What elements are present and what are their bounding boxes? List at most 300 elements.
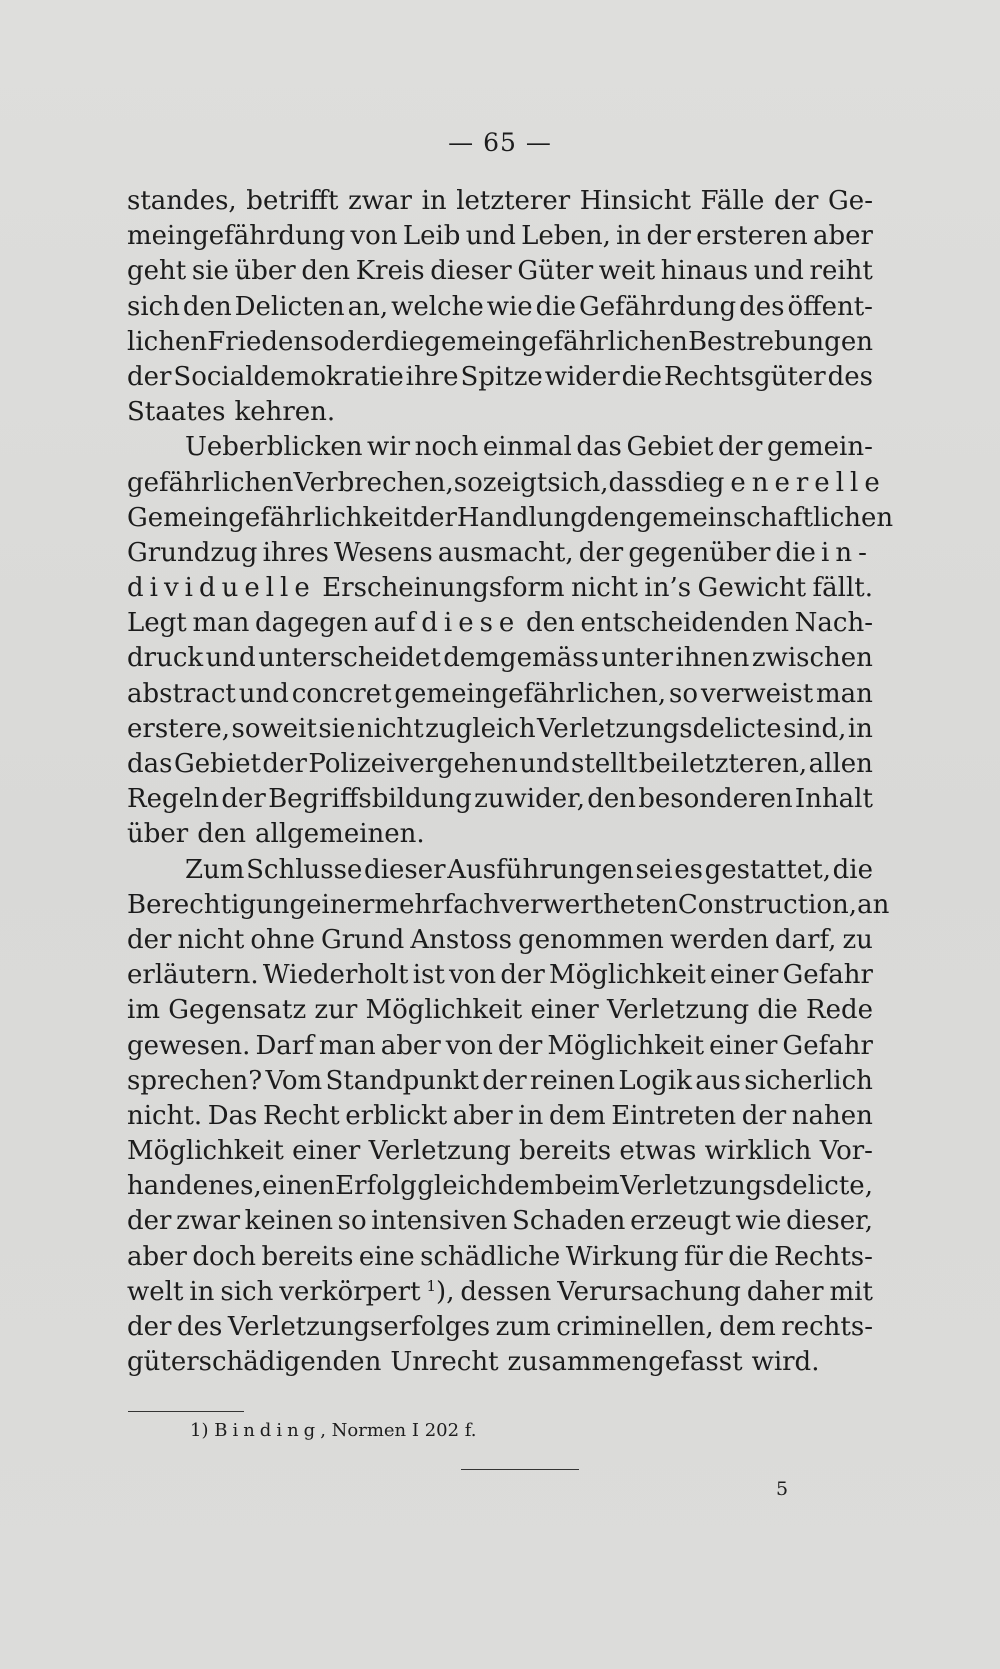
text-line [127, 1275, 873, 1310]
word: es [674, 854, 703, 885]
word: das [576, 432, 622, 463]
spaced-word: in- [821, 537, 873, 568]
word: dem [719, 1312, 776, 1342]
word: Gefahr [782, 1030, 873, 1061]
word: Verletzungsdelicte [537, 713, 782, 744]
word: dem [548, 1100, 606, 1131]
word: gemeingefährlichen, [394, 678, 667, 709]
footnote-reference: , Normen I 202 f. [320, 1420, 477, 1441]
word: sich [127, 291, 180, 322]
text-line [127, 712, 873, 747]
word: ohne [250, 924, 315, 955]
word: noch [414, 432, 479, 463]
word: über [234, 256, 296, 287]
text-line [127, 395, 873, 430]
word: beim [554, 1171, 620, 1202]
word: Wirkung [565, 1241, 679, 1272]
word: Ge- [828, 186, 873, 216]
word: des [739, 291, 785, 322]
text-line [127, 677, 873, 712]
word: oder [323, 326, 384, 357]
word: nicht [356, 713, 424, 744]
word: öffent- [787, 291, 873, 322]
word: man [318, 1030, 376, 1061]
word: aber [452, 1100, 513, 1131]
word: Ueberblicken [185, 432, 363, 463]
word: standes, [127, 186, 237, 216]
word: mehrfach [374, 889, 501, 920]
word: in [616, 221, 642, 252]
spaced-word: dividuelle [127, 573, 316, 604]
word: der [127, 1312, 172, 1342]
word: einen [262, 1171, 335, 1202]
page-number: — 65 — [448, 128, 552, 157]
word: der [773, 186, 819, 216]
word: einer [710, 960, 779, 991]
word: Ausführungen [447, 854, 634, 885]
word: genommen [518, 924, 664, 955]
word: gleich [417, 1171, 498, 1202]
word: so [669, 678, 699, 709]
word: nicht. [127, 1100, 203, 1131]
word: für [684, 1241, 723, 1272]
word: dem [497, 1171, 555, 1202]
word: reiht [809, 256, 873, 287]
word: gegenüber [628, 537, 771, 568]
word: wir [367, 432, 411, 463]
word: entscheidenden [580, 608, 789, 639]
text-line [127, 606, 873, 641]
word: den [182, 291, 232, 322]
word: Grundzug [127, 537, 258, 568]
word: bereits [519, 1136, 612, 1167]
body-text [127, 184, 894, 1380]
signature-rule [461, 1469, 579, 1470]
word: den [526, 608, 575, 639]
word: von [449, 960, 497, 991]
spaced-word: diese [421, 608, 521, 639]
word: Wesens [333, 537, 433, 568]
word: Friedens [207, 326, 324, 357]
word: man [816, 678, 873, 709]
word: auf [373, 608, 416, 639]
word: daher [746, 1276, 824, 1307]
word: Staates [127, 397, 226, 428]
text-line [127, 958, 873, 993]
text-line [127, 536, 873, 571]
footnote-separator [128, 1411, 244, 1412]
word: verwertheten [500, 889, 678, 920]
word: Darf [255, 1030, 314, 1061]
word: Möglichkeit [547, 1030, 705, 1061]
word: zwar [348, 186, 412, 216]
word: zwischen [751, 643, 873, 674]
word: Delicten [234, 291, 345, 322]
word: darf, [774, 924, 837, 955]
word: sprechen? [127, 1065, 263, 1096]
word: der [221, 784, 266, 815]
word: dessen [460, 1276, 552, 1307]
word: Fälle [700, 186, 765, 216]
word: ersteren [696, 221, 808, 252]
word: stellt [571, 749, 638, 779]
word: der [500, 960, 545, 991]
word: Spitze [460, 361, 543, 392]
word: gemein- [766, 432, 873, 463]
word: von [350, 221, 398, 252]
word: des [827, 361, 873, 392]
word: in’s [644, 573, 692, 604]
word: erblickt [345, 1100, 448, 1131]
word: zusammengefasst [507, 1347, 743, 1378]
footnote-author: Binding [214, 1420, 321, 1441]
word: bei [638, 749, 680, 779]
word: sich [220, 1276, 274, 1307]
word: Grund [320, 924, 405, 955]
word: letzterer [456, 186, 571, 216]
word: an, [347, 291, 389, 322]
word: einer [530, 995, 599, 1026]
word: welt [127, 1276, 184, 1307]
word: rechts- [781, 1312, 873, 1342]
word: intensiven [371, 1206, 508, 1237]
word: erstere, [127, 713, 231, 744]
text-line [127, 501, 894, 536]
word: Schaden [512, 1206, 626, 1237]
word: dass [608, 467, 668, 498]
word: abstract [127, 678, 236, 709]
word: ihre [405, 361, 459, 392]
text-line [127, 430, 873, 465]
signature-mark: 5 [776, 1478, 789, 1500]
word: Verbrechen, [293, 467, 454, 498]
word: wird. [751, 1347, 820, 1378]
text-line [127, 1345, 873, 1380]
word: Logik [618, 1065, 692, 1096]
text-line [127, 466, 886, 501]
word: zuwider, [474, 784, 585, 815]
word: hinaus [660, 256, 749, 287]
word: dieser, [786, 1206, 873, 1237]
word: criminellen, [556, 1312, 714, 1342]
word: von [445, 1030, 493, 1061]
word: Schlusse [246, 854, 363, 885]
text-line [127, 747, 873, 782]
word: druck [127, 643, 204, 674]
word: schädliche [420, 1241, 561, 1272]
text-line [127, 1310, 873, 1345]
word: einer [709, 1030, 778, 1061]
word: Construction, [677, 889, 858, 920]
word: doch [192, 1241, 257, 1272]
text-line [127, 290, 873, 325]
text-line [127, 888, 890, 923]
text-line [127, 923, 873, 958]
word: die [757, 995, 798, 1026]
word: dieser [430, 256, 512, 287]
spaced-word: generelle [707, 467, 886, 498]
word: eine [358, 1241, 415, 1272]
word: wie [486, 291, 533, 322]
word: über [127, 819, 189, 850]
word: sei [635, 854, 673, 885]
word: in [421, 186, 447, 216]
text-line [127, 325, 873, 360]
word: Möglichkeit [127, 1136, 284, 1167]
word: dieser [364, 854, 446, 885]
text-line [127, 360, 873, 395]
text-line [127, 1134, 873, 1169]
word: sich, [547, 467, 609, 498]
text-line [127, 782, 873, 817]
word: der [717, 432, 763, 463]
word: der [127, 1206, 172, 1237]
word: letzteren, [680, 749, 808, 779]
word: zum [495, 1312, 551, 1342]
word: die [728, 1241, 769, 1272]
word: gemeingefährlichen [424, 326, 688, 357]
word: Erfolg [335, 1171, 417, 1202]
word: so [453, 467, 483, 498]
word: handenes, [127, 1171, 262, 1202]
text-line [127, 1204, 873, 1239]
word: in [518, 1100, 544, 1131]
word: bereits [261, 1241, 354, 1272]
word: aber [127, 1241, 187, 1272]
word: gefährlichen [127, 467, 294, 498]
word: der [412, 502, 457, 533]
word: concret [291, 678, 392, 709]
word: Unrecht [390, 1347, 499, 1378]
word: zugleich [425, 713, 536, 744]
word: Handlung [456, 502, 587, 533]
word: an [857, 889, 890, 920]
word: Anstoss [410, 924, 513, 955]
word: gestattet, [704, 854, 831, 885]
word: Verletzung [606, 995, 750, 1026]
word: Gebiet [173, 749, 261, 779]
word: weit [598, 256, 656, 287]
word: den [301, 256, 351, 287]
word: des [176, 1312, 223, 1342]
word: Polizeivergehen [308, 749, 518, 779]
word: die [383, 326, 425, 357]
word: zeigt [482, 467, 548, 498]
word: Erscheinungsform [322, 573, 565, 604]
word: in [847, 713, 873, 744]
text-line [127, 1099, 873, 1134]
word: welche [391, 291, 484, 322]
word: Verletzungsdelicte, [620, 1171, 873, 1202]
word: ausmacht, [437, 537, 574, 568]
text-line [127, 817, 873, 852]
word: ), [436, 1276, 455, 1307]
word: Recht [262, 1100, 340, 1131]
word: Gefahr [782, 960, 873, 991]
footnote-ref-group [427, 1275, 455, 1310]
footnote-ref: 1 [426, 1276, 437, 1295]
word: lichen [127, 326, 208, 357]
word: Verletzung [368, 1136, 511, 1167]
word: zu [842, 924, 873, 955]
word: unterscheidet [258, 643, 441, 674]
word: Berechtigung [127, 889, 307, 920]
word: aber [813, 221, 873, 252]
word: und [519, 749, 570, 779]
word: keinen [244, 1206, 333, 1237]
word: Zum [185, 854, 245, 885]
word: Bestrebungen [687, 326, 873, 357]
word: Verursachung [557, 1276, 741, 1307]
text-line [127, 641, 873, 676]
footnote-marker: 1) [190, 1420, 209, 1441]
word: Eintreten [611, 1100, 737, 1131]
word: soweit [231, 713, 317, 744]
word: der [497, 1030, 543, 1061]
word: fällt. [812, 573, 873, 604]
word: wirklich [704, 1136, 812, 1167]
word: und [238, 678, 289, 709]
word: dagegen [255, 608, 368, 639]
word: man [192, 608, 250, 639]
word: geht [127, 256, 187, 287]
word: kehren. [234, 397, 336, 428]
word: der [646, 221, 691, 252]
word: das [127, 749, 173, 779]
word: so [337, 1206, 367, 1237]
word: Socialdemokratie [173, 361, 404, 392]
word: Standpunkt [325, 1065, 479, 1096]
word: gewesen. [127, 1030, 251, 1061]
word: Möglichkeit [365, 995, 523, 1026]
word: Gegensatz [168, 995, 307, 1026]
word: Leben, [521, 221, 611, 252]
word: die [535, 291, 576, 322]
word: betrifft [246, 186, 339, 216]
text-line [127, 1240, 873, 1275]
word: die [667, 467, 708, 498]
word: sie [318, 713, 356, 744]
text-line [127, 254, 873, 289]
word: wider [544, 361, 620, 392]
text-line [127, 1169, 873, 1204]
word: Begriffsbildung [268, 784, 472, 815]
word: der [127, 361, 172, 392]
word: unter [601, 643, 674, 674]
word: die [775, 537, 816, 568]
text-line [127, 219, 873, 254]
word: der [262, 749, 307, 779]
word: der [127, 924, 172, 955]
footnote [190, 1420, 477, 1441]
word: Gewicht [697, 573, 807, 604]
word: der [482, 1065, 527, 1096]
word: Gebiet [626, 432, 714, 463]
word: einer [292, 1136, 361, 1167]
word: erläutern. [127, 960, 259, 991]
word: nahen [791, 1100, 873, 1131]
word: den [587, 784, 637, 815]
word: Wiederholt [262, 960, 409, 991]
word: und [205, 643, 256, 674]
word: Regeln [127, 784, 220, 815]
word: der [741, 1100, 787, 1131]
word: den [586, 502, 636, 533]
word: zur [314, 995, 358, 1026]
word: Vom [265, 1065, 323, 1096]
word: Hinsicht [579, 186, 691, 216]
word: gemeinschaftlichen [635, 502, 894, 533]
word: Das [207, 1100, 258, 1131]
word: zwar [176, 1206, 240, 1237]
text-line [127, 1029, 873, 1064]
word: den [197, 819, 246, 850]
word: der [578, 537, 624, 568]
word: die [832, 854, 873, 885]
word: erzeugt [630, 1206, 731, 1237]
text-line [127, 853, 873, 888]
word: demgemäss [443, 643, 599, 674]
word: meingefährdung [127, 221, 346, 252]
word: besonderen [638, 784, 793, 815]
word: verweist [700, 678, 814, 709]
word: Rede [806, 995, 873, 1026]
text-line [127, 571, 873, 606]
word: einmal [482, 432, 572, 463]
word: Gefährdung [578, 291, 737, 322]
word: mit [829, 1276, 873, 1307]
text-line [127, 184, 873, 219]
word: nicht [571, 573, 638, 604]
word: ihres [262, 537, 329, 568]
word: die [621, 361, 663, 392]
word: güterschädigenden [127, 1347, 382, 1378]
word: Gemeingefährlichkeit [127, 502, 413, 533]
text-line [127, 993, 873, 1028]
word: Kreis [355, 256, 425, 287]
word: ist [412, 960, 445, 991]
word: sie [191, 256, 229, 287]
word: einer [306, 889, 375, 920]
word: Rechtsgüter [663, 361, 826, 392]
word: Rechts- [774, 1241, 873, 1272]
word: in [189, 1276, 215, 1307]
word: und [753, 256, 804, 287]
text-line [127, 1064, 873, 1099]
word: verkörpert [279, 1276, 421, 1307]
word: reinen [530, 1065, 616, 1096]
word: Güter [517, 256, 594, 287]
word: Inhalt [794, 784, 873, 815]
word: sind, [783, 713, 847, 744]
word: Vor- [819, 1136, 873, 1167]
word: allgemeinen. [255, 819, 425, 850]
word: Möglichkeit [549, 960, 706, 991]
word: allen [808, 749, 873, 779]
word: nicht [177, 924, 245, 955]
word: aus [695, 1065, 741, 1096]
word: und [465, 221, 516, 252]
word: im [127, 995, 160, 1026]
word: sicherlich [744, 1065, 873, 1096]
word: ihnen [675, 643, 750, 674]
word: Nach- [794, 608, 873, 639]
word: Legt [127, 608, 187, 639]
word: Verletzungserfolges [227, 1312, 491, 1342]
word: etwas [619, 1136, 697, 1167]
word: wie [735, 1206, 782, 1237]
word: werden [669, 924, 769, 955]
